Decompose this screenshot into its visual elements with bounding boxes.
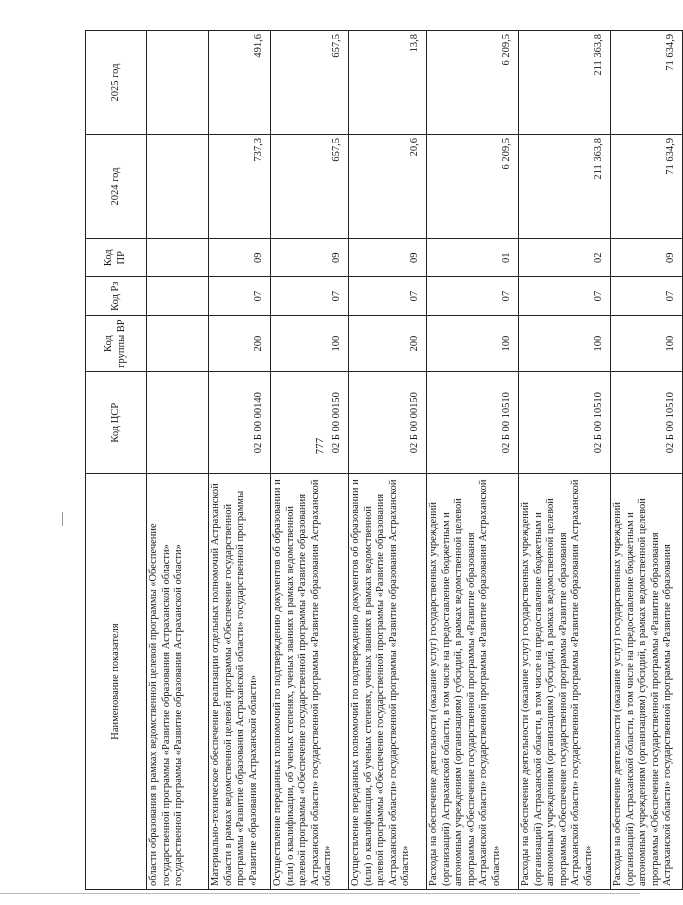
header-pr: Код ПР <box>86 239 147 277</box>
table-row <box>147 31 209 890</box>
row-name: Осуществление переданных полномочий по подтверждению документов об образовании и (или) о квалификации, об ученых степенях, ученых званиях в рамках ведомственной целевой программы «Обеспечение государственной программы «Развитие образования Астраханской области» государственной программы «Развитие образования Астраханской области» <box>271 474 349 890</box>
row-pr: 09 <box>611 239 683 277</box>
row-csr: 02 Б 00 10510 <box>427 372 519 474</box>
row-2024: 211 363,8 <box>519 135 611 239</box>
row-2024: 737,3 <box>209 135 271 239</box>
table-header-row <box>86 31 147 890</box>
row-2024: 6 209,5 <box>427 135 519 239</box>
table-row <box>427 31 519 890</box>
row-vr: 100 <box>611 315 683 372</box>
table-row <box>271 31 349 890</box>
row-csr: 02 Б 00 00140 <box>209 372 271 474</box>
row-name: Расходы на обеспечение деятельности (оказание услуг) государственных учреждений (организаций) Астраханской области, в том числе на предоставление бюджетным и автономным учреждениям (организациям) субсидий, в рамках ведомственной целевой программы «Обеспечение государственной программы «Развитие образования Астраханской области» государственной программы «Развитие образования Астраханской области» <box>519 474 611 890</box>
row-vr: 100 <box>271 315 349 372</box>
row-2025: 491,6 <box>209 31 271 135</box>
row-pr <box>147 239 209 277</box>
row-rz: 07 <box>349 277 427 315</box>
row-pr: 01 <box>427 239 519 277</box>
table-row <box>349 31 427 890</box>
row-vr: 100 <box>427 315 519 372</box>
table-row <box>519 31 611 890</box>
header-2025: 2025 год <box>86 31 147 135</box>
row-rz: 07 <box>209 277 271 315</box>
row-2025: 657,5 <box>271 31 349 135</box>
row-2025: 211 363,8 <box>519 31 611 135</box>
row-csr: 02 Б 00 10510 <box>519 372 611 474</box>
scan-mark <box>62 512 63 526</box>
row-rz: 07 <box>427 277 519 315</box>
row-2024: 657,5 <box>271 135 349 239</box>
row-2025: 13,8 <box>349 31 427 135</box>
row-pr: 09 <box>349 239 427 277</box>
header-name: Наименование показателя <box>86 474 147 890</box>
row-rz: 07 <box>611 277 683 315</box>
header-vr: Код группы ВР <box>86 315 147 372</box>
row-rz <box>147 277 209 315</box>
rotated-table-frame <box>85 30 677 890</box>
table-row <box>209 31 271 890</box>
row-2025 <box>147 31 209 135</box>
row-name: Расходы на обеспечение деятельности (оказание услуг) государственных учреждений (организаций) Астраханской области, в том числе на предоставление бюджетным и автономным учреждениям (организациям) субсидий, в рамках ведомственной целевой программы «Обеспечение государственной программы «Развитие образования Астраханской области» государственной программы «Развитие образования Астраханской области» <box>427 474 519 890</box>
header-2024: 2024 год <box>86 135 147 239</box>
row-name: Материально-техническое обеспечение реализации отдельных полномочий Астраханской области в рамках ведомственной целевой программы «Обеспечение государственной программы «Развитие образования Астраханской области» государственной программы «Развитие образования Астраханской области» <box>209 474 271 890</box>
row-vr: 200 <box>349 315 427 372</box>
row-2024: 20,6 <box>349 135 427 239</box>
row-2025: 6 209,5 <box>427 31 519 135</box>
header-rz: Код Рз <box>86 277 147 315</box>
row-csr: 02 Б 00 00150 <box>271 372 349 474</box>
budget-table <box>85 30 683 890</box>
row-csr <box>147 372 209 474</box>
row-rz: 07 <box>271 277 349 315</box>
table-row <box>611 31 683 890</box>
row-csr: 02 Б 00 00150 <box>349 372 427 474</box>
row-pr: 02 <box>519 239 611 277</box>
header-csr: Код ЦСР <box>86 372 147 474</box>
row-pr: 09 <box>271 239 349 277</box>
row-vr <box>147 315 209 372</box>
row-name: Расходы на обеспечение деятельности (оказание услуг) государственных учреждений (организаций) Астраханской области, в том числе на предоставление бюджетным и автономным учреждениям (организациям) субсидий, в рамках ведомственной целевой программы «Обеспечение государственной программы «Развитие образования Астраханской области» государственной программы «Развитие образования <box>611 474 683 890</box>
row-csr: 02 Б 00 10510 <box>611 372 683 474</box>
row-2025: 71 634,9 <box>611 31 683 135</box>
scan-edge-line <box>0 893 640 894</box>
row-pr: 09 <box>209 239 271 277</box>
row-rz: 07 <box>519 277 611 315</box>
budget-table-container <box>85 30 677 890</box>
row-name: Осуществление переданных полномочий по подтверждению документов об образовании и (или) о квалификации, об ученых степенях, ученых званиях в рамках ведомственной целевой программы «Обеспечение государственной программы «Развитие образования Астраханской области» государственной программы «Развитие образования Астраханской области» <box>349 474 427 890</box>
row-vr: 100 <box>519 315 611 372</box>
row-name: области образования в рамках ведомственной целевой программы «Обеспечение государственной программы «Развитие образования Астраханской области» государственной программы «Развитие образования Астраханской области» <box>147 474 209 890</box>
row-vr: 200 <box>209 315 271 372</box>
row-2024: 71 634,9 <box>611 135 683 239</box>
row-2024 <box>147 135 209 239</box>
page-number: 777 <box>314 437 326 455</box>
